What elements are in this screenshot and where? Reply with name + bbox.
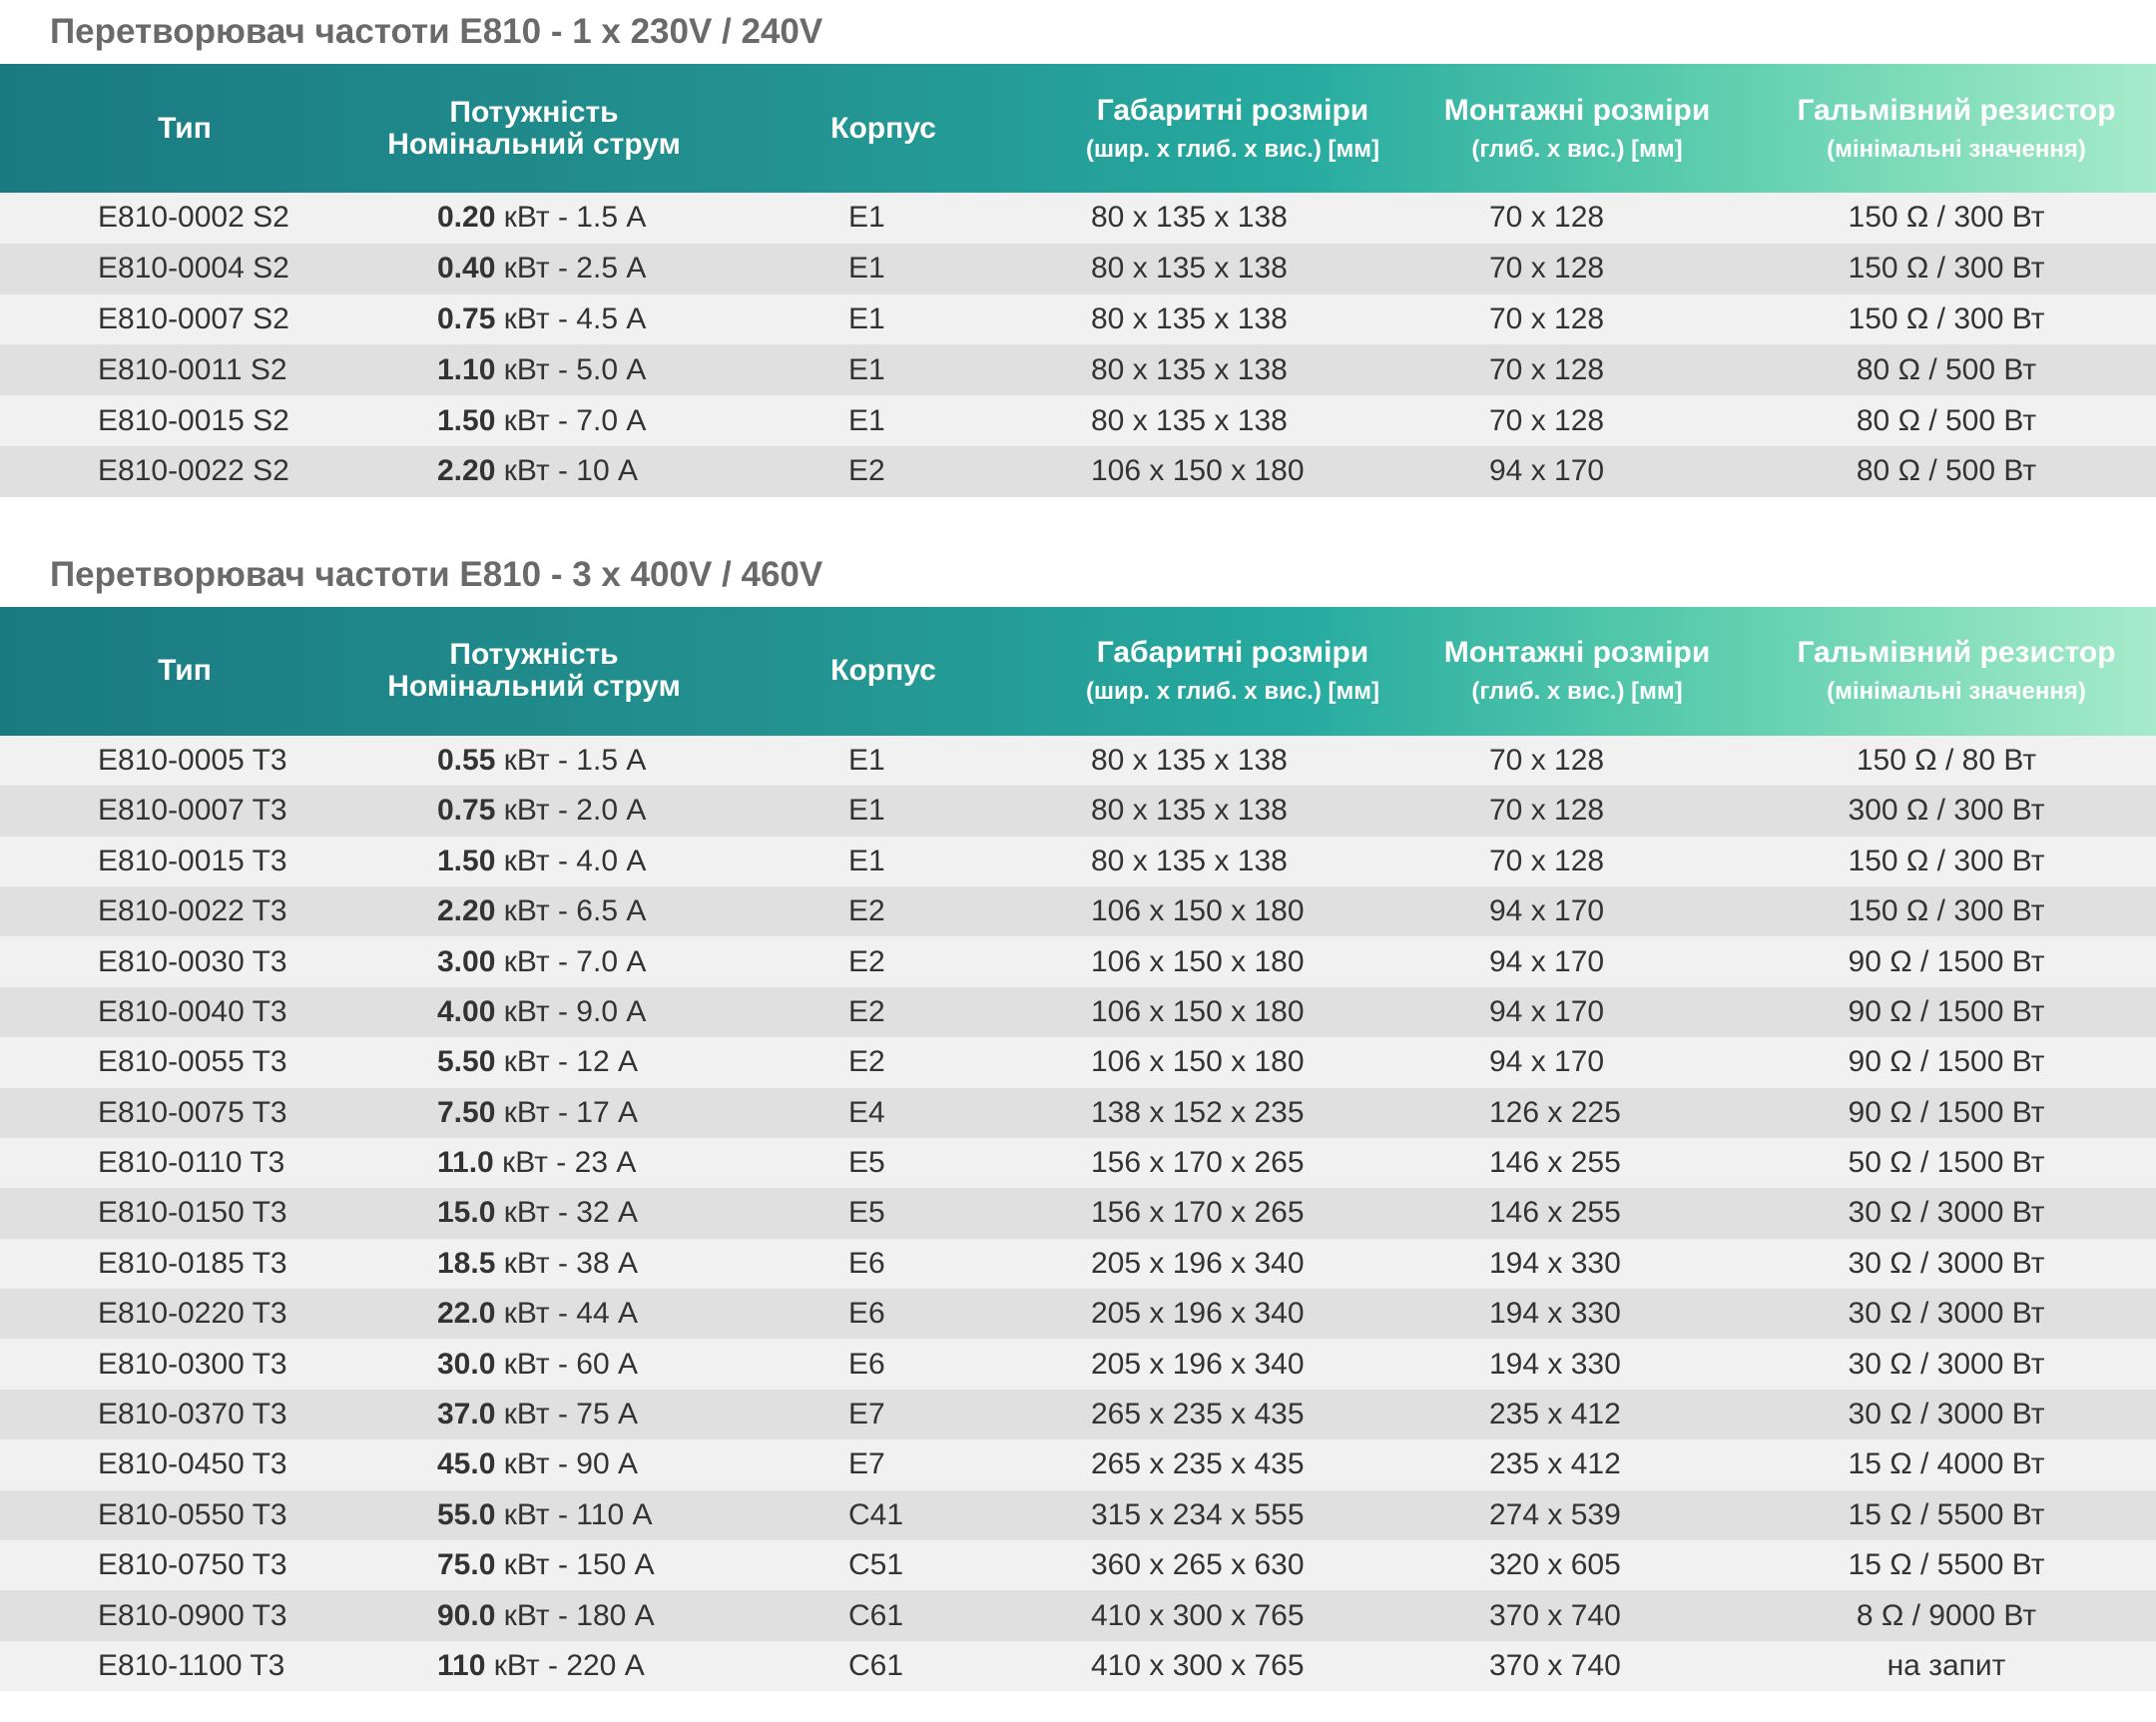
cell-type: E810-0900 T3 xyxy=(98,1598,287,1632)
power-unit: кВт xyxy=(493,1649,540,1682)
cell-housing: E2 xyxy=(848,454,885,488)
power-unit: кВт xyxy=(503,1398,550,1432)
cell-type: E810-0002 S2 xyxy=(98,201,289,235)
cell-mounting: 370 x 740 xyxy=(1489,1649,1621,1682)
table-row xyxy=(0,1188,2156,1238)
cell-power: 0.55 кВт - 1.5 A xyxy=(437,743,647,777)
header-mount xyxy=(1397,64,1757,193)
header-dims xyxy=(1068,64,1397,193)
table-row xyxy=(0,1088,2156,1138)
rated-current: 17 A xyxy=(576,1095,639,1129)
table-row xyxy=(0,1138,2156,1188)
power-value: 1.50 xyxy=(437,403,496,437)
power-unit: кВт xyxy=(503,1497,550,1531)
cell-mounting: 70 x 128 xyxy=(1489,794,1605,828)
power-value: 0.55 xyxy=(437,743,496,777)
header-resistor-sub: (мінімальні значення) xyxy=(1827,135,2086,163)
cell-brake-resistor: 50 Ω / 1500 Вт xyxy=(1848,1146,2045,1180)
cell-power: 2.20 кВт - 10 A xyxy=(437,454,639,488)
cell-mounting: 70 x 128 xyxy=(1489,352,1605,386)
table-row xyxy=(0,837,2156,886)
cell-type: E810-0005 T3 xyxy=(98,743,287,777)
power-value: 5.50 xyxy=(437,1045,496,1079)
cell-power: 75.0 кВт - 150 A xyxy=(437,1548,655,1582)
cell-mounting: 70 x 128 xyxy=(1489,403,1605,437)
power-unit: кВт xyxy=(503,1196,550,1230)
cell-housing: E7 xyxy=(848,1398,885,1432)
header-dims-sub: (шир. х глиб. х вис.) [мм] xyxy=(1085,135,1379,163)
table-row xyxy=(0,1239,2156,1289)
cell-dimensions: 360 x 265 x 630 xyxy=(1091,1548,1305,1582)
cell-type: E810-0185 T3 xyxy=(98,1246,287,1280)
cell-housing: E2 xyxy=(848,994,885,1028)
header-power xyxy=(369,607,699,736)
cell-type: E810-0040 T3 xyxy=(98,994,287,1028)
cell-brake-resistor: 80 Ω / 500 Вт xyxy=(1856,352,2037,386)
table-row xyxy=(0,244,2156,294)
rated-current: 2.0 A xyxy=(576,794,647,828)
cell-type: E810-0007 T3 xyxy=(98,794,287,828)
rated-current: 90 A xyxy=(576,1447,639,1481)
rated-current: 150 A xyxy=(576,1548,655,1582)
header-dims-sub: (шир. х глиб. х вис.) [мм] xyxy=(1085,678,1379,706)
cell-brake-resistor: на запит xyxy=(1886,1649,2006,1682)
power-value: 0.75 xyxy=(437,301,496,335)
header-mount-sub: (глиб. х вис.) [мм] xyxy=(1471,678,1683,706)
table-row xyxy=(0,1540,2156,1590)
rated-current: 220 A xyxy=(566,1649,645,1682)
cell-dimensions: 156 x 170 x 265 xyxy=(1091,1146,1305,1180)
power-unit: кВт xyxy=(502,1146,548,1180)
cell-power: 11.0 кВт - 23 A xyxy=(437,1146,637,1180)
cell-power: 110 кВт - 220 A xyxy=(437,1649,645,1682)
cell-housing: E1 xyxy=(848,403,885,437)
header-type: Тип xyxy=(158,654,212,688)
cell-housing: E5 xyxy=(848,1146,885,1180)
cell-brake-resistor: 30 Ω / 3000 Вт xyxy=(1848,1347,2045,1381)
power-unit: кВт xyxy=(503,844,550,877)
spec-table xyxy=(0,64,2156,497)
cell-power: 90.0 кВт - 180 A xyxy=(437,1598,655,1632)
cell-mounting: 235 x 412 xyxy=(1489,1447,1621,1481)
table-row xyxy=(0,395,2156,446)
cell-dimensions: 80 x 135 x 138 xyxy=(1091,403,1288,437)
table-row xyxy=(0,1339,2156,1389)
power-value: 15.0 xyxy=(437,1196,496,1230)
cell-dimensions: 106 x 150 x 180 xyxy=(1091,944,1305,978)
cell-power: 45.0 кВт - 90 A xyxy=(437,1447,639,1481)
cell-housing: C41 xyxy=(848,1497,904,1531)
cell-mounting: 70 x 128 xyxy=(1489,743,1605,777)
cell-power: 0.40 кВт - 2.5 A xyxy=(437,252,647,286)
power-unit: кВт xyxy=(503,1297,550,1331)
table-row xyxy=(0,1289,2156,1339)
cell-type: E810-0004 S2 xyxy=(98,252,289,286)
power-unit: кВт xyxy=(503,994,550,1028)
power-value: 30.0 xyxy=(437,1347,496,1381)
cell-mounting: 94 x 170 xyxy=(1489,1045,1605,1079)
cell-type: E810-0022 S2 xyxy=(98,454,289,488)
rated-current: 4.0 A xyxy=(576,844,647,877)
power-value: 0.20 xyxy=(437,201,496,235)
cell-housing: E6 xyxy=(848,1347,885,1381)
power-value: 55.0 xyxy=(437,1497,496,1531)
power-unit: кВт xyxy=(503,252,550,286)
header-power-line1: Потужність xyxy=(449,95,619,129)
section-2 xyxy=(0,543,2156,1691)
header-mount-sub: (глиб. х вис.) [мм] xyxy=(1471,135,1683,163)
cell-mounting: 194 x 330 xyxy=(1489,1347,1621,1381)
cell-housing: E2 xyxy=(848,944,885,978)
cell-power: 5.50 кВт - 12 A xyxy=(437,1045,639,1079)
power-value: 90.0 xyxy=(437,1598,496,1632)
cell-type: E810-0015 S2 xyxy=(98,403,289,437)
cell-mounting: 194 x 330 xyxy=(1489,1297,1621,1331)
cell-brake-resistor: 90 Ω / 1500 Вт xyxy=(1848,994,2045,1028)
cell-dimensions: 265 x 235 x 435 xyxy=(1091,1447,1305,1481)
cell-brake-resistor: 15 Ω / 4000 Вт xyxy=(1848,1447,2045,1481)
section-title: Перетворювач частоти E810 - 3 x 400V / 460V xyxy=(50,554,823,594)
power-unit: кВт xyxy=(503,1447,550,1481)
rated-current: 180 A xyxy=(576,1598,655,1632)
cell-dimensions: 410 x 300 x 765 xyxy=(1091,1649,1305,1682)
cell-brake-resistor: 30 Ω / 3000 Вт xyxy=(1848,1196,2045,1230)
power-unit: кВт xyxy=(503,1347,550,1381)
cell-dimensions: 205 x 196 x 340 xyxy=(1091,1347,1305,1381)
cell-housing: E1 xyxy=(848,252,885,286)
header-mount-label: Монтажні розміри xyxy=(1443,636,1711,670)
header-resistor-sub: (мінімальні значення) xyxy=(1827,678,2086,706)
power-value: 7.50 xyxy=(437,1095,496,1129)
header-dims-label: Габаритні розміри xyxy=(1096,93,1369,127)
cell-housing: E7 xyxy=(848,1447,885,1481)
header-mount-label: Монтажні розміри xyxy=(1443,93,1711,127)
cell-type: E810-1100 T3 xyxy=(98,1649,285,1682)
table-row xyxy=(0,1037,2156,1087)
rated-current: 5.0 A xyxy=(576,352,647,386)
cell-type: E810-0075 T3 xyxy=(98,1095,287,1129)
cell-mounting: 235 x 412 xyxy=(1489,1398,1621,1432)
power-value: 37.0 xyxy=(437,1398,496,1432)
cell-brake-resistor: 300 Ω / 300 Вт xyxy=(1848,794,2045,828)
power-unit: кВт xyxy=(503,944,550,978)
table-row xyxy=(0,1590,2156,1640)
table-row xyxy=(0,786,2156,836)
cell-dimensions: 205 x 196 x 340 xyxy=(1091,1246,1305,1280)
power-value: 0.40 xyxy=(437,252,496,286)
cell-mounting: 146 x 255 xyxy=(1489,1146,1621,1180)
cell-type: E810-0030 T3 xyxy=(98,944,287,978)
power-value: 75.0 xyxy=(437,1548,496,1582)
cell-mounting: 70 x 128 xyxy=(1489,301,1605,335)
power-unit: кВт xyxy=(503,743,550,777)
cell-housing: E1 xyxy=(848,743,885,777)
cell-brake-resistor: 30 Ω / 3000 Вт xyxy=(1848,1246,2045,1280)
cell-brake-resistor: 150 Ω / 80 Вт xyxy=(1856,743,2037,777)
power-value: 45.0 xyxy=(437,1447,496,1481)
table-row xyxy=(0,1439,2156,1489)
table-row xyxy=(0,446,2156,497)
cell-type: E810-0055 T3 xyxy=(98,1045,287,1079)
cell-dimensions: 80 x 135 x 138 xyxy=(1091,844,1288,877)
power-unit: кВт xyxy=(503,794,550,828)
rated-current: 23 A xyxy=(574,1146,637,1180)
cell-mounting: 126 x 225 xyxy=(1489,1095,1621,1129)
cell-dimensions: 80 x 135 x 138 xyxy=(1091,301,1288,335)
rated-current: 2.5 A xyxy=(576,252,647,286)
cell-type: E810-0007 S2 xyxy=(98,301,289,335)
cell-brake-resistor: 15 Ω / 5500 Вт xyxy=(1848,1548,2045,1582)
cell-power: 1.50 кВт - 4.0 A xyxy=(437,844,647,877)
rated-current: 6.5 A xyxy=(576,894,647,928)
cell-mounting: 70 x 128 xyxy=(1489,201,1605,235)
spec-table xyxy=(0,607,2156,1691)
cell-housing: E6 xyxy=(848,1297,885,1331)
cell-type: E810-0550 T3 xyxy=(98,1497,287,1531)
rated-current: 44 A xyxy=(576,1297,639,1331)
cell-housing: C61 xyxy=(848,1598,904,1632)
cell-power: 1.10 кВт - 5.0 A xyxy=(437,352,647,386)
power-unit: кВт xyxy=(503,1548,550,1582)
power-value: 22.0 xyxy=(437,1297,496,1331)
cell-type: E810-0015 T3 xyxy=(98,844,287,877)
table-body xyxy=(0,736,2156,1691)
table-row xyxy=(0,344,2156,395)
power-unit: кВт xyxy=(503,301,550,335)
power-unit: кВт xyxy=(503,1095,550,1129)
header-resistor-label: Гальмівний резистор xyxy=(1797,636,2116,670)
header-resistor-label: Гальмівний резистор xyxy=(1797,93,2116,127)
cell-mounting: 70 x 128 xyxy=(1489,844,1605,877)
cell-type: E810-0022 T3 xyxy=(98,894,287,928)
cell-housing: E1 xyxy=(848,352,885,386)
header-dims-label: Габаритні розміри xyxy=(1096,636,1369,670)
rated-current: 60 A xyxy=(576,1347,639,1381)
section-1 xyxy=(0,0,2156,497)
cell-type: E810-0750 T3 xyxy=(98,1548,287,1582)
cell-type: E810-0300 T3 xyxy=(98,1347,287,1381)
section-title: Перетворювач частоти E810 - 1 x 230V / 240V xyxy=(50,12,823,51)
rated-current: 9.0 A xyxy=(576,994,647,1028)
rated-current: 7.0 A xyxy=(576,403,647,437)
cell-dimensions: 138 x 152 x 235 xyxy=(1091,1095,1305,1129)
power-value: 2.20 xyxy=(437,894,496,928)
cell-mounting: 94 x 170 xyxy=(1489,994,1605,1028)
header-resistor xyxy=(1757,607,2156,736)
cell-dimensions: 80 x 135 x 138 xyxy=(1091,794,1288,828)
rated-current: 1.5 A xyxy=(576,201,647,235)
rated-current: 75 A xyxy=(576,1398,639,1432)
cell-power: 22.0 кВт - 44 A xyxy=(437,1297,639,1331)
power-value: 3.00 xyxy=(437,944,496,978)
cell-mounting: 320 x 605 xyxy=(1489,1548,1621,1582)
cell-housing: E1 xyxy=(848,844,885,877)
table-row xyxy=(0,294,2156,345)
table-body xyxy=(0,193,2156,497)
cell-housing: E4 xyxy=(848,1095,885,1129)
header-resistor xyxy=(1757,64,2156,193)
cell-type: E810-0110 T3 xyxy=(98,1146,285,1180)
rated-current: 10 A xyxy=(576,454,639,488)
cell-brake-resistor: 90 Ω / 1500 Вт xyxy=(1848,944,2045,978)
cell-dimensions: 106 x 150 x 180 xyxy=(1091,894,1305,928)
cell-power: 18.5 кВт - 38 A xyxy=(437,1246,639,1280)
cell-power: 2.20 кВт - 6.5 A xyxy=(437,894,647,928)
power-unit: кВт xyxy=(503,454,550,488)
header-body: Корпус xyxy=(830,111,936,145)
table-row xyxy=(0,1490,2156,1540)
cell-brake-resistor: 15 Ω / 5500 Вт xyxy=(1848,1497,2045,1531)
rated-current: 1.5 A xyxy=(576,743,647,777)
power-unit: кВт xyxy=(503,1045,550,1079)
cell-brake-resistor: 150 Ω / 300 Вт xyxy=(1848,894,2045,928)
power-value: 2.20 xyxy=(437,454,496,488)
header-power-line2: Номінальний струм xyxy=(387,670,681,704)
cell-housing: E2 xyxy=(848,894,885,928)
cell-dimensions: 80 x 135 x 138 xyxy=(1091,201,1288,235)
cell-housing: E1 xyxy=(848,301,885,335)
cell-power: 1.50 кВт - 7.0 A xyxy=(437,403,647,437)
cell-type: E810-0220 T3 xyxy=(98,1297,287,1331)
cell-brake-resistor: 150 Ω / 300 Вт xyxy=(1848,844,2045,877)
header-power-line2: Номінальний струм xyxy=(387,127,681,161)
power-value: 4.00 xyxy=(437,994,496,1028)
table-row xyxy=(0,987,2156,1037)
cell-dimensions: 106 x 150 x 180 xyxy=(1091,1045,1305,1079)
power-unit: кВт xyxy=(503,201,550,235)
power-unit: кВт xyxy=(503,894,550,928)
cell-power: 30.0 кВт - 60 A xyxy=(437,1347,639,1381)
cell-brake-resistor: 30 Ω / 3000 Вт xyxy=(1848,1297,2045,1331)
cell-power: 15.0 кВт - 32 A xyxy=(437,1196,639,1230)
cell-brake-resistor: 150 Ω / 300 Вт xyxy=(1848,201,2045,235)
cell-power: 4.00 кВт - 9.0 A xyxy=(437,994,647,1028)
rated-current: 38 A xyxy=(576,1246,639,1280)
cell-housing: E1 xyxy=(848,794,885,828)
cell-mounting: 94 x 170 xyxy=(1489,454,1605,488)
cell-dimensions: 265 x 235 x 435 xyxy=(1091,1398,1305,1432)
cell-mounting: 94 x 170 xyxy=(1489,944,1605,978)
cell-power: 0.75 кВт - 2.0 A xyxy=(437,794,647,828)
cell-dimensions: 106 x 150 x 180 xyxy=(1091,454,1305,488)
cell-brake-resistor: 150 Ω / 300 Вт xyxy=(1848,301,2045,335)
cell-mounting: 274 x 539 xyxy=(1489,1497,1621,1531)
cell-brake-resistor: 90 Ω / 1500 Вт xyxy=(1848,1095,2045,1129)
cell-mounting: 370 x 740 xyxy=(1489,1598,1621,1632)
cell-dimensions: 106 x 150 x 180 xyxy=(1091,994,1305,1028)
cell-type: E810-0150 T3 xyxy=(98,1196,287,1230)
power-value: 1.50 xyxy=(437,844,496,877)
cell-dimensions: 205 x 196 x 340 xyxy=(1091,1297,1305,1331)
cell-housing: C61 xyxy=(848,1649,904,1682)
cell-brake-resistor: 80 Ω / 500 Вт xyxy=(1856,403,2037,437)
rated-current: 32 A xyxy=(576,1196,639,1230)
rated-current: 12 A xyxy=(576,1045,639,1079)
cell-mounting: 94 x 170 xyxy=(1489,894,1605,928)
header-dims xyxy=(1068,607,1397,736)
cell-power: 55.0 кВт - 110 A xyxy=(437,1497,653,1531)
cell-mounting: 70 x 128 xyxy=(1489,252,1605,286)
cell-brake-resistor: 8 Ω / 9000 Вт xyxy=(1856,1598,2037,1632)
cell-mounting: 194 x 330 xyxy=(1489,1246,1621,1280)
table-row xyxy=(0,193,2156,244)
cell-brake-resistor: 90 Ω / 1500 Вт xyxy=(1848,1045,2045,1079)
cell-housing: E5 xyxy=(848,1196,885,1230)
header-type: Тип xyxy=(158,111,212,145)
cell-power: 0.75 кВт - 4.5 A xyxy=(437,301,647,335)
power-value: 11.0 xyxy=(437,1146,494,1180)
table-header xyxy=(0,607,2156,736)
cell-housing: C51 xyxy=(848,1548,904,1582)
header-power xyxy=(369,64,699,193)
cell-dimensions: 80 x 135 x 138 xyxy=(1091,252,1288,286)
power-unit: кВт xyxy=(503,403,550,437)
power-value: 18.5 xyxy=(437,1246,496,1280)
table-header xyxy=(0,64,2156,193)
cell-housing: E1 xyxy=(848,201,885,235)
cell-power: 37.0 кВт - 75 A xyxy=(437,1398,639,1432)
cell-brake-resistor: 80 Ω / 500 Вт xyxy=(1856,454,2037,488)
cell-housing: E2 xyxy=(848,1045,885,1079)
header-body: Корпус xyxy=(830,654,936,688)
cell-brake-resistor: 30 Ω / 3000 Вт xyxy=(1848,1398,2045,1432)
table-row xyxy=(0,886,2156,936)
cell-mounting: 146 x 255 xyxy=(1489,1196,1621,1230)
table-row xyxy=(0,1390,2156,1439)
power-value: 110 xyxy=(437,1649,486,1682)
rated-current: 110 A xyxy=(576,1497,653,1531)
cell-type: E810-0011 S2 xyxy=(98,352,287,386)
table-row xyxy=(0,1641,2156,1691)
cell-power: 3.00 кВт - 7.0 A xyxy=(437,944,647,978)
power-unit: кВт xyxy=(503,1598,550,1632)
power-value: 0.75 xyxy=(437,794,496,828)
cell-brake-resistor: 150 Ω / 300 Вт xyxy=(1848,252,2045,286)
power-unit: кВт xyxy=(503,1246,550,1280)
cell-type: E810-0450 T3 xyxy=(98,1447,287,1481)
power-unit: кВт xyxy=(503,352,550,386)
cell-dimensions: 410 x 300 x 765 xyxy=(1091,1598,1305,1632)
table-row xyxy=(0,736,2156,786)
power-value: 1.10 xyxy=(437,352,496,386)
rated-current: 4.5 A xyxy=(576,301,647,335)
cell-dimensions: 80 x 135 x 138 xyxy=(1091,743,1288,777)
cell-power: 7.50 кВт - 17 A xyxy=(437,1095,639,1129)
cell-dimensions: 315 x 234 x 555 xyxy=(1091,1497,1305,1531)
table-row xyxy=(0,936,2156,986)
cell-type: E810-0370 T3 xyxy=(98,1398,287,1432)
cell-dimensions: 156 x 170 x 265 xyxy=(1091,1196,1305,1230)
header-mount xyxy=(1397,607,1757,736)
cell-housing: E6 xyxy=(848,1246,885,1280)
rated-current: 7.0 A xyxy=(576,944,647,978)
header-power-line1: Потужність xyxy=(449,638,619,672)
cell-power: 0.20 кВт - 1.5 A xyxy=(437,201,647,235)
cell-dimensions: 80 x 135 x 138 xyxy=(1091,352,1288,386)
